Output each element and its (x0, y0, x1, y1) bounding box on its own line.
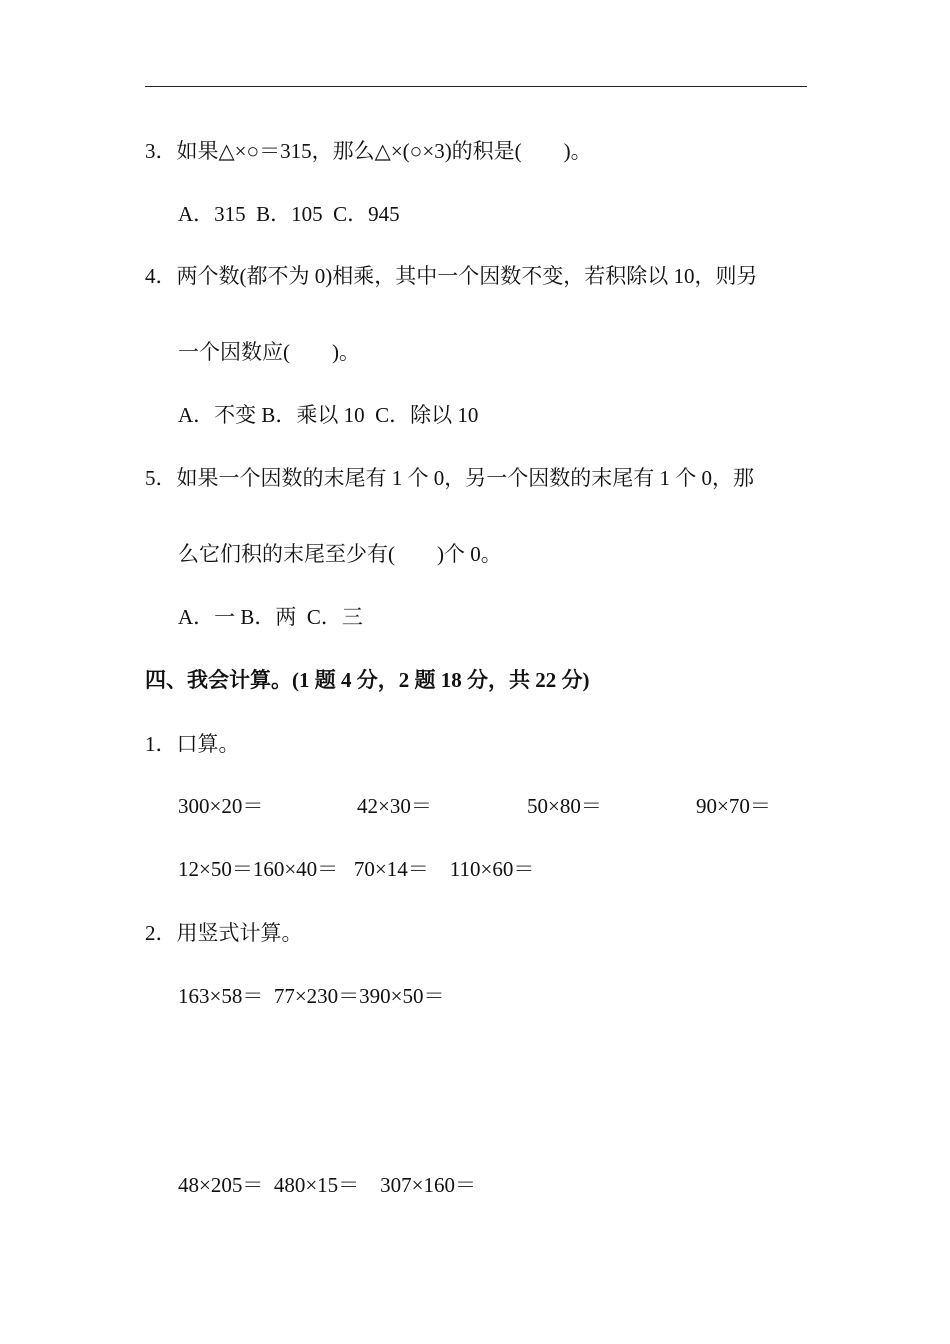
oral-calc-4: 90×70＝ (696, 794, 771, 818)
oral-calc-2: 42×30＝ (357, 794, 432, 818)
q5-stem-line2: 么它们积的末尾至少有( )个 0。 (178, 542, 502, 566)
q3-stem: 3．如果△×○＝315，那么△×(○×3)的积是( )。 (145, 139, 592, 163)
q5-stem-line1: 5．如果一个因数的末尾有 1 个 0，另一个因数的末尾有 1 个 0，那 (145, 466, 754, 490)
vertical-calc-row1: 163×58＝ 77×230＝390×50＝ (178, 984, 445, 1008)
q3-options: A．315 B．105 C．945 (178, 202, 400, 226)
item1-label: 1．口算。 (145, 732, 240, 756)
vertical-calc-row2: 48×205＝ 480×15＝ 307×160＝ (178, 1173, 477, 1197)
oral-calc-1: 300×20＝ (178, 794, 264, 818)
header-rule (145, 86, 807, 87)
oral-calc-row2: 12×50＝160×40＝ 70×14＝ 110×60＝ (178, 857, 535, 881)
q4-options: A．不变 B．乘以 10 C．除以 10 (178, 403, 479, 427)
q4-stem-line1: 4．两个数(都不为 0)相乘，其中一个因数不变，若积除以 10，则另 (145, 264, 758, 288)
q5-options: A．一 B．两 C．三 (178, 605, 363, 629)
oral-calc-3: 50×80＝ (527, 794, 602, 818)
q4-stem-line2: 一个因数应( )。 (178, 340, 360, 364)
section-heading: 四、我会计算。(1 题 4 分，2 题 18 分，共 22 分) (145, 668, 590, 692)
item2-label: 2．用竖式计算。 (145, 921, 303, 945)
